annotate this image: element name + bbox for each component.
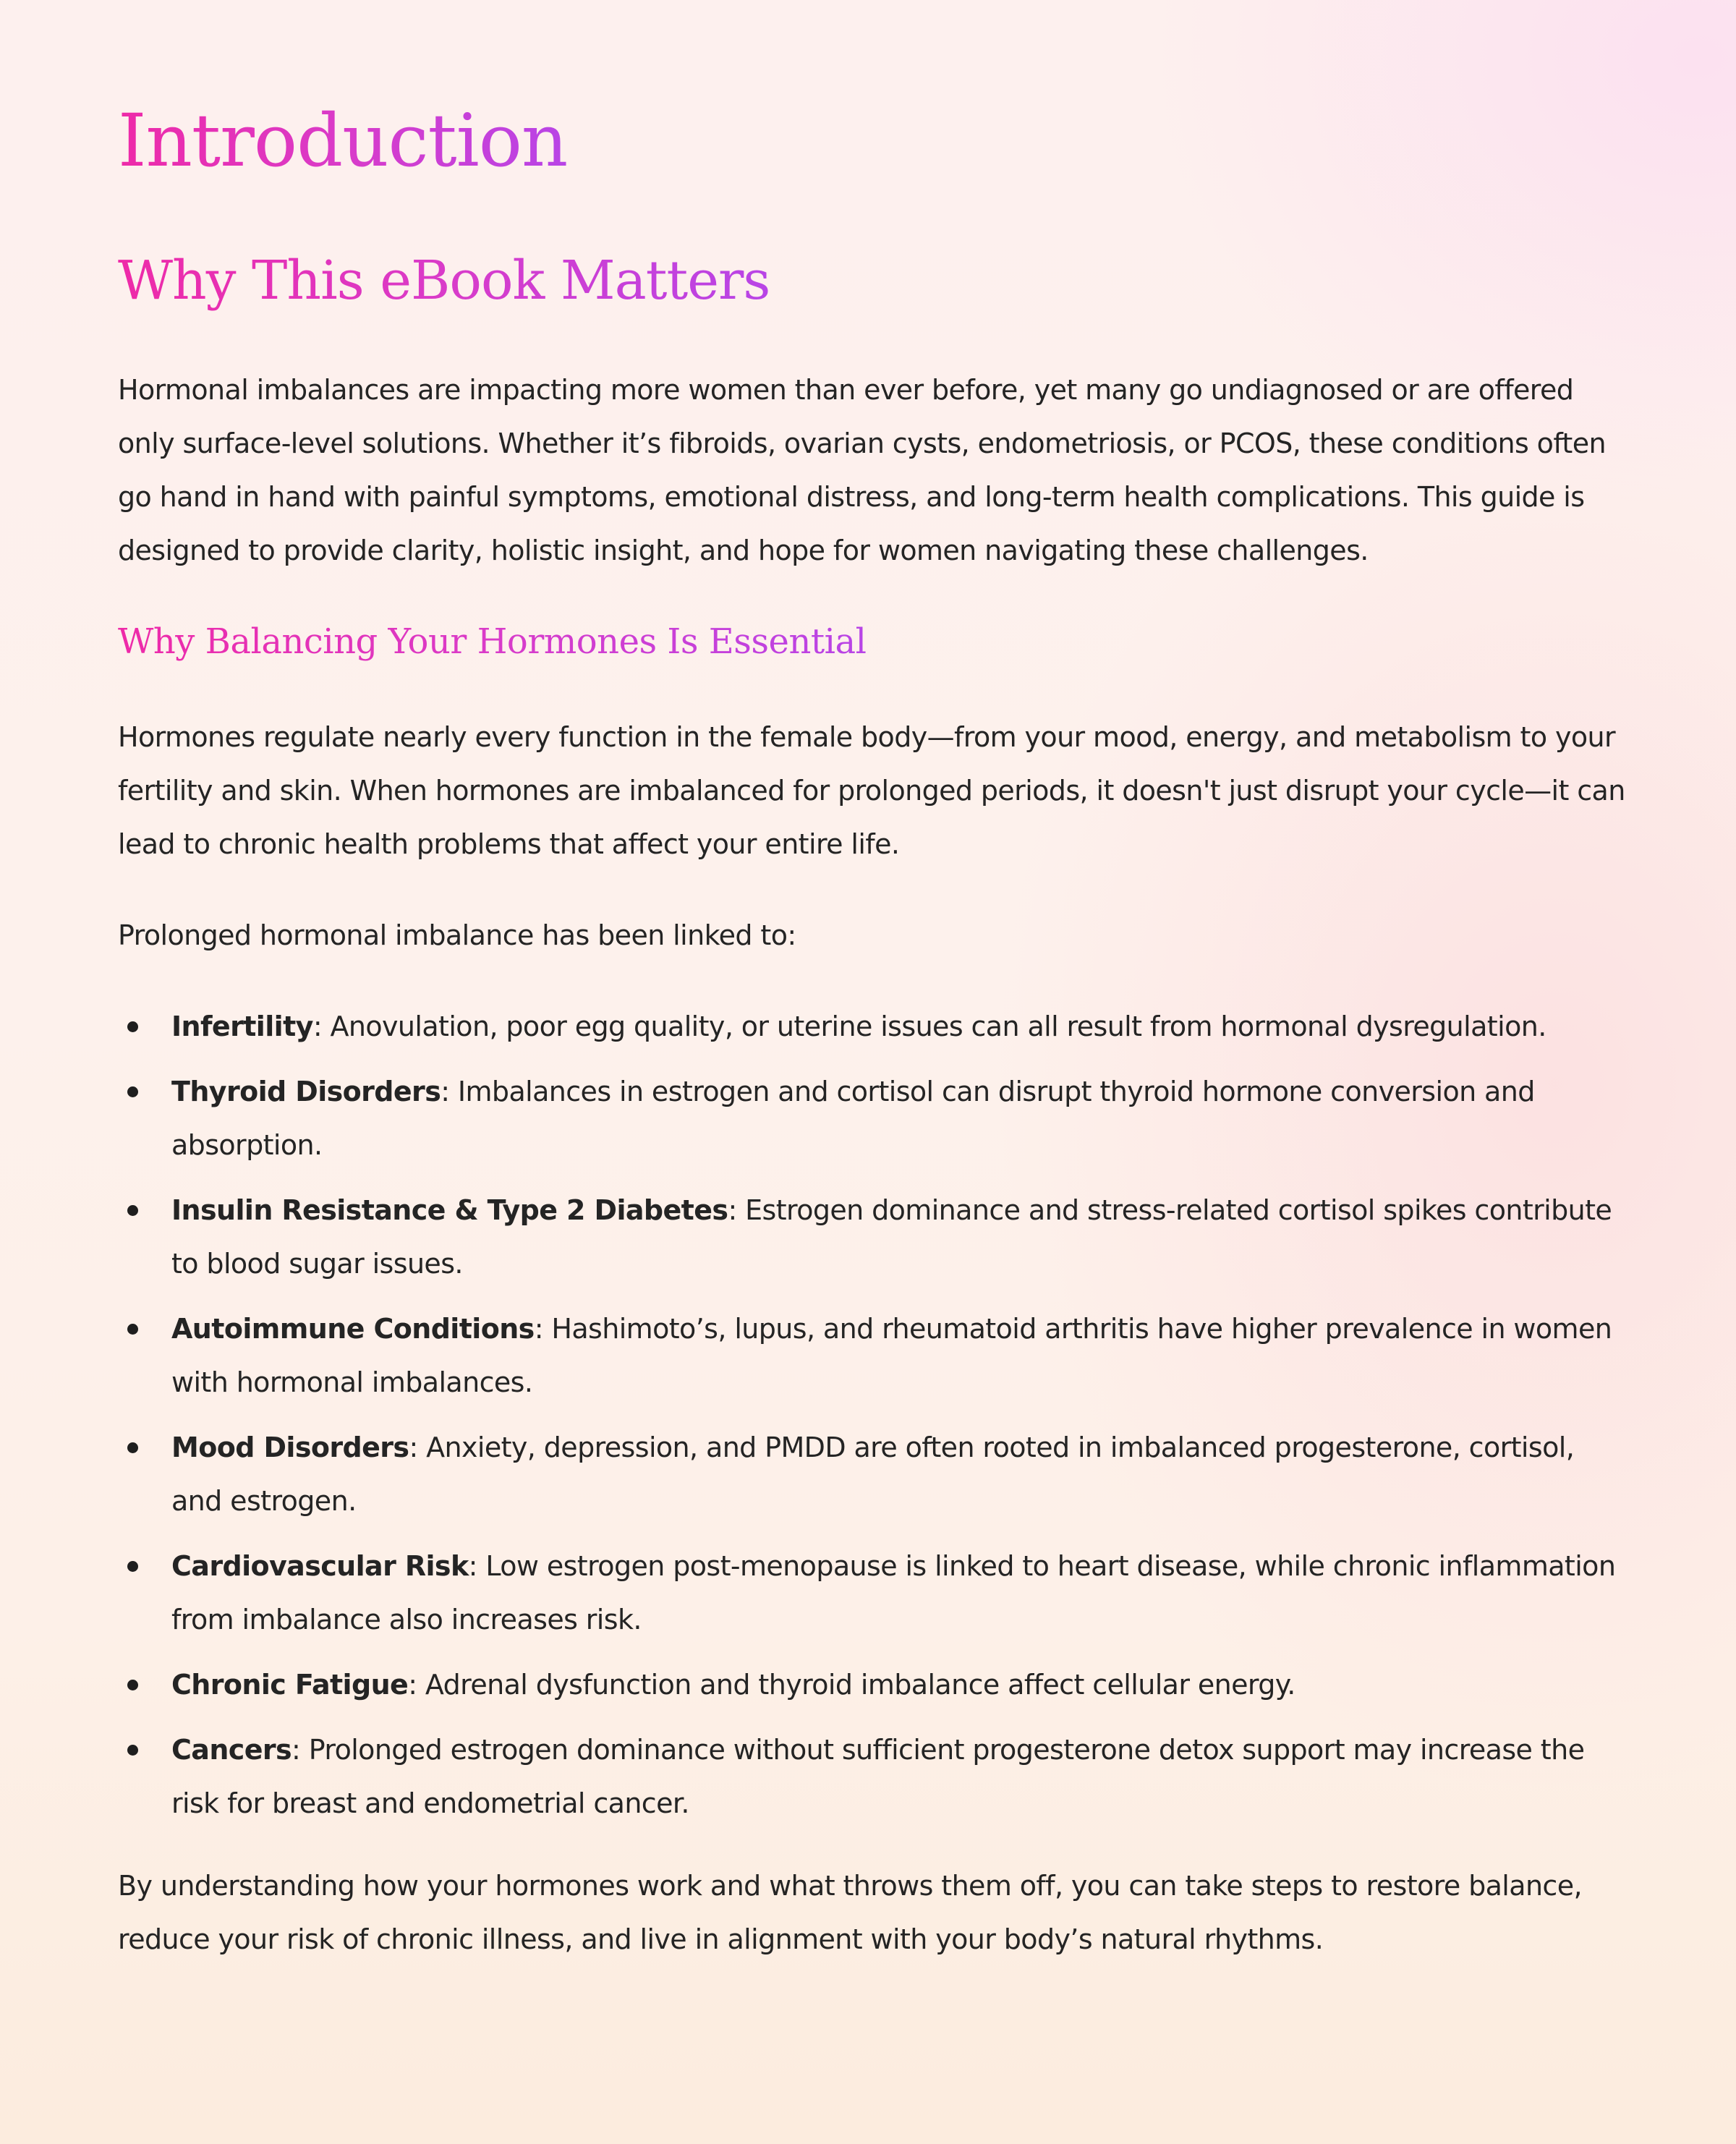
list-item (118, 1302, 1630, 1409)
bullet-icon (127, 1086, 138, 1097)
list-item-term: Chronic Fatigue (171, 1669, 409, 1701)
bullet-icon (127, 1324, 138, 1335)
list-item (118, 1723, 1630, 1830)
list-item (118, 1065, 1630, 1172)
list-item (118, 1658, 1630, 1711)
list-item-text: : Imbalances in estrogen and cortisol can disrupt thyroid hormone conversion and absorption. (171, 1076, 1535, 1161)
list-item-term: Infertility (171, 1011, 313, 1042)
list-item-text: : Prolonged estrogen dominance without sufficient progesterone detox support may increase the risk for breast and endometrial cancer. (171, 1734, 1585, 1819)
list-item-term: Cardiovascular Risk (171, 1550, 469, 1582)
list-item (118, 1000, 1630, 1053)
document-page (118, 94, 1630, 1966)
closing-paragraph: By understanding how your hormones work and what throws them off, you can take steps to restore balance, reduce your risk of chronic illness, and live in alignment with your body’s natural rhythms. (118, 1870, 1582, 1955)
bullet-icon (127, 1745, 138, 1756)
list-item-text: : Adrenal dysfunction and thyroid imbalance affect cellular energy. (408, 1669, 1295, 1701)
subsection-heading: Why Balancing Your Hormones Is Essential (118, 616, 1630, 667)
subsection-paragraph: Hormones regulate nearly every function in the female body—from your mood, energy, and metabolism to your fertility and skin. When hormones are imbalanced for prolonged periods, it doesn't just disrupt your cycle—it can lead to chronic health problems that affect your entire life. (118, 721, 1625, 860)
list-item-text: : Anxiety, depression, and PMDD are often rooted in imbalanced progesterone, cortisol, and estrogen. (171, 1432, 1575, 1517)
list-item (118, 1421, 1630, 1528)
bullet-icon (127, 1442, 138, 1453)
list-item-term: Mood Disorders (171, 1432, 409, 1463)
list-item-term: Autoimmune Conditions (171, 1313, 535, 1345)
list-intro: Prolonged hormonal imbalance has been linked to: (118, 919, 796, 951)
list-item-term: Insulin Resistance & Type 2 Diabetes (171, 1194, 728, 1226)
page-title: Introduction (118, 94, 1630, 188)
bullet-icon (127, 1680, 138, 1690)
list-item-term: Cancers (171, 1734, 292, 1766)
bullet-icon (127, 1205, 138, 1216)
bullet-icon (127, 1021, 138, 1032)
list-item-text: : Hashimoto’s, lupus, and rheumatoid arthritis have higher prevalence in women with hormonal imbalances. (171, 1313, 1612, 1398)
list-item-text: : Estrogen dominance and stress-related cortisol spikes contribute to blood sugar issues. (171, 1194, 1612, 1280)
bullet-icon (127, 1561, 138, 1572)
section-paragraph: Hormonal imbalances are impacting more women than ever before, yet many go undiagnosed or are offered only surface-level solutions. Whether it’s fibroids, ovarian cysts, endometriosis, or PCOS, these conditions often go hand in hand with painful symptoms, emotional distress, and long-term health complications. This guide is designed to provide clarity, holistic insight, and hope for women navigating these challenges. (118, 374, 1606, 566)
list-item-term: Thyroid Disorders (171, 1076, 441, 1107)
list-item-text: : Low estrogen post-menopause is linked to heart disease, while chronic inflammation from imbalance also increases risk. (171, 1550, 1616, 1635)
list-item-text: : Anovulation, poor egg quality, or uterine issues can all result from hormonal dysregulation. (312, 1011, 1546, 1042)
section-heading: Why This eBook Matters (118, 244, 1630, 317)
list-item (118, 1539, 1630, 1646)
list-item (118, 1183, 1630, 1290)
condition-list (118, 1000, 1630, 1830)
